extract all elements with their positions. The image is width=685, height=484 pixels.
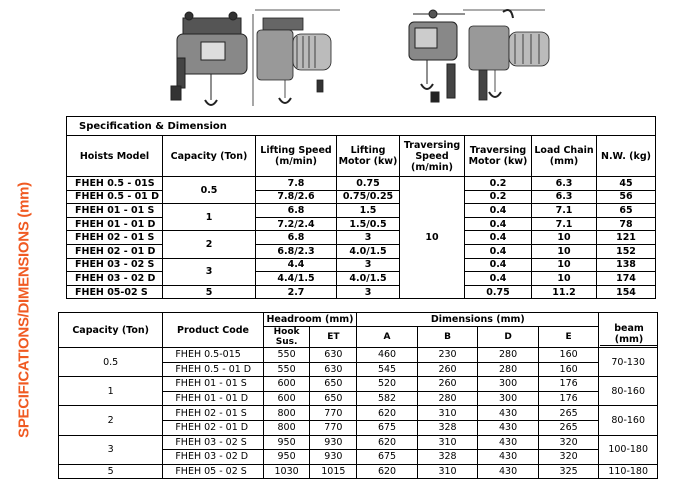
- header-traversing-motor: Traversing Motor (kw): [465, 136, 532, 177]
- cell-d: 300: [478, 391, 539, 406]
- cell-traversing-motor: 0.4: [465, 217, 532, 231]
- cell-traversing-motor: 0.4: [465, 204, 532, 218]
- cell-lifting-speed: 7.8: [256, 177, 337, 191]
- cell-nw: 65: [597, 204, 656, 218]
- cell-nw: 174: [597, 272, 656, 286]
- header-lifting-motor: Lifting Motor (kw): [337, 136, 400, 177]
- cell-et: 650: [310, 377, 357, 392]
- hoist-drawing-front: [409, 10, 465, 102]
- cell-load-chain: 7.1: [532, 204, 597, 218]
- cell-lifting-speed: 7.2/2.4: [256, 217, 337, 231]
- cell-e: 176: [538, 377, 599, 392]
- cell-lifting-speed: 6.8: [256, 204, 337, 218]
- cell-d: 280: [478, 348, 539, 363]
- header-dimensions: Dimensions (mm): [357, 313, 599, 327]
- cell-a: 675: [357, 450, 418, 465]
- cell-d: 430: [478, 464, 539, 479]
- header-headroom: Headroom (mm): [263, 313, 357, 327]
- cell-a: 675: [357, 420, 418, 435]
- header-capacity: Capacity (Ton): [163, 136, 256, 177]
- table-row: [67, 258, 656, 272]
- cell-capacity: 0.5: [59, 348, 163, 377]
- cell-et: 650: [310, 391, 357, 406]
- cell-lifting-speed: 6.8: [256, 231, 337, 245]
- cell-a: 460: [357, 348, 418, 363]
- header-et: ET: [310, 327, 357, 348]
- cell-hook-sus: 950: [263, 435, 310, 450]
- spec-table-title: Specification & Dimension: [67, 117, 656, 136]
- cell-e: 265: [538, 406, 599, 421]
- header-d: D: [478, 327, 539, 348]
- header-hook-sus: Hook Sus.: [263, 327, 310, 348]
- cell-a: 582: [357, 391, 418, 406]
- cell-hook-sus: 1030: [263, 464, 310, 479]
- cell-lifting-speed: 7.8/2.6: [256, 190, 337, 204]
- table-row: [59, 406, 658, 421]
- header-b: B: [417, 327, 478, 348]
- cell-model: FHEH 02 - 01 D: [67, 244, 163, 258]
- cell-load-chain: 7.1: [532, 217, 597, 231]
- cell-b: 310: [417, 464, 478, 479]
- cell-product-code: FHEH 05 - 02 S: [163, 464, 263, 479]
- header-traversing-speed: Traversing Speed (m/min): [400, 136, 465, 177]
- cell-nw: 121: [597, 231, 656, 245]
- cell-nw: 152: [597, 244, 656, 258]
- cell-product-code: FHEH 02 - 01 D: [163, 420, 263, 435]
- cell-capacity: 2: [163, 231, 256, 258]
- cell-hook-sus: 550: [263, 362, 310, 377]
- cell-traversing-speed: 10: [400, 177, 465, 299]
- cell-lifting-motor: 0.75: [337, 177, 400, 191]
- table-row: [67, 204, 656, 218]
- hoist-drawings: [165, 4, 655, 112]
- cell-hook-sus: 950: [263, 450, 310, 465]
- cell-beam: 100-180: [599, 435, 658, 464]
- cell-et: 930: [310, 450, 357, 465]
- cell-capacity: 1: [59, 377, 163, 406]
- cell-lifting-motor: 3: [337, 258, 400, 272]
- cell-et: 930: [310, 435, 357, 450]
- table-row: [67, 272, 656, 286]
- cell-b: 260: [417, 362, 478, 377]
- cell-capacity: 0.5: [163, 177, 256, 204]
- cell-load-chain: 10: [532, 244, 597, 258]
- header-e: E: [538, 327, 599, 348]
- table-row: [67, 244, 656, 258]
- cell-traversing-motor: 0.4: [465, 272, 532, 286]
- header-capacity: Capacity (Ton): [59, 313, 163, 348]
- side-title: [2, 160, 46, 460]
- cell-d: 430: [478, 450, 539, 465]
- cell-d: 300: [478, 377, 539, 392]
- cell-nw: 154: [597, 285, 656, 299]
- cell-b: 260: [417, 377, 478, 392]
- cell-capacity: 5: [163, 285, 256, 299]
- cell-a: 620: [357, 435, 418, 450]
- cell-a: 520: [357, 377, 418, 392]
- spec-table: [66, 116, 656, 299]
- cell-traversing-motor: 0.4: [465, 244, 532, 258]
- cell-product-code: FHEH 03 - 02 S: [163, 435, 263, 450]
- cell-beam: 70-130: [599, 348, 658, 377]
- hoist-drawing-hook: [463, 10, 549, 100]
- cell-lifting-speed: 4.4/1.5: [256, 272, 337, 286]
- cell-beam: 80-160: [599, 377, 658, 406]
- cell-lifting-motor: 4.0/1.5: [337, 244, 400, 258]
- cell-traversing-motor: 0.2: [465, 190, 532, 204]
- cell-traversing-motor: 0.75: [465, 285, 532, 299]
- cell-b: 328: [417, 450, 478, 465]
- cell-nw: 78: [597, 217, 656, 231]
- hoist-drawing-trolley: [171, 12, 247, 105]
- cell-e: 160: [538, 348, 599, 363]
- cell-model: FHEH 05-02 S: [67, 285, 163, 299]
- header-lifting-speed: Lifting Speed (m/min): [256, 136, 337, 177]
- header-a: A: [357, 327, 418, 348]
- table-row: [67, 177, 656, 191]
- cell-e: 176: [538, 391, 599, 406]
- cell-lifting-motor: 3: [337, 231, 400, 245]
- cell-lifting-motor: 0.75/0.25: [337, 190, 400, 204]
- cell-model: FHEH 0.5 - 01 D: [67, 190, 163, 204]
- cell-model: FHEH 01 - 01 D: [67, 217, 163, 231]
- cell-hook-sus: 600: [263, 391, 310, 406]
- table-row: [67, 190, 656, 204]
- cell-nw: 138: [597, 258, 656, 272]
- cell-traversing-motor: 0.4: [465, 258, 532, 272]
- cell-hook-sus: 800: [263, 406, 310, 421]
- table-row: [59, 377, 658, 392]
- cell-d: 430: [478, 435, 539, 450]
- cell-load-chain: 10: [532, 231, 597, 245]
- cell-d: 280: [478, 362, 539, 377]
- header-beam: beam (mm): [600, 323, 658, 346]
- cell-capacity: 3: [59, 435, 163, 464]
- cell-model: FHEH 03 - 02 D: [67, 272, 163, 286]
- cell-beam: 110-180: [599, 464, 658, 479]
- cell-lifting-speed: 4.4: [256, 258, 337, 272]
- cell-lifting-motor: 4.0/1.5: [337, 272, 400, 286]
- table-row: [67, 217, 656, 231]
- cell-product-code: FHEH 0.5-015: [163, 348, 263, 363]
- cell-lifting-motor: 1.5: [337, 204, 400, 218]
- side-title-text: SPECIFICATIONS/DIMENSIONS (mm): [15, 182, 33, 438]
- cell-model: FHEH 01 - 01 S: [67, 204, 163, 218]
- cell-e: 320: [538, 435, 599, 450]
- cell-product-code: FHEH 01 - 01 S: [163, 377, 263, 392]
- cell-hook-sus: 550: [263, 348, 310, 363]
- cell-traversing-motor: 0.4: [465, 231, 532, 245]
- cell-d: 430: [478, 406, 539, 421]
- table-row: [59, 348, 658, 363]
- cell-nw: 45: [597, 177, 656, 191]
- cell-load-chain: 6.3: [532, 177, 597, 191]
- cell-load-chain: 10: [532, 272, 597, 286]
- cell-lifting-motor: 1.5/0.5: [337, 217, 400, 231]
- cell-load-chain: 11.2: [532, 285, 597, 299]
- cell-b: 310: [417, 406, 478, 421]
- header-nw: N.W. (kg): [597, 136, 656, 177]
- cell-d: 430: [478, 420, 539, 435]
- cell-lifting-speed: 6.8/2.3: [256, 244, 337, 258]
- cell-capacity: 3: [163, 258, 256, 285]
- cell-e: 320: [538, 450, 599, 465]
- cell-product-code: FHEH 02 - 01 S: [163, 406, 263, 421]
- table-row: [59, 464, 658, 479]
- cell-et: 770: [310, 406, 357, 421]
- cell-e: 325: [538, 464, 599, 479]
- header-load-chain: Load Chain (mm): [532, 136, 597, 177]
- cell-et: 630: [310, 362, 357, 377]
- cell-capacity: 2: [59, 406, 163, 435]
- cell-et: 770: [310, 420, 357, 435]
- cell-b: 230: [417, 348, 478, 363]
- cell-hook-sus: 600: [263, 377, 310, 392]
- cell-a: 545: [357, 362, 418, 377]
- cell-model: FHEH 02 - 01 S: [67, 231, 163, 245]
- cell-product-code: FHEH 01 - 01 D: [163, 391, 263, 406]
- cell-product-code: FHEH 03 - 02 D: [163, 450, 263, 465]
- cell-et: 1015: [310, 464, 357, 479]
- cell-product-code: FHEH 0.5 - 01 D: [163, 362, 263, 377]
- table-row: [67, 231, 656, 245]
- cell-beam: 80-160: [599, 406, 658, 435]
- header-product-code: Product Code: [163, 313, 263, 348]
- cell-hook-sus: 800: [263, 420, 310, 435]
- cell-a: 620: [357, 464, 418, 479]
- cell-traversing-motor: 0.2: [465, 177, 532, 191]
- cell-nw: 56: [597, 190, 656, 204]
- cell-load-chain: 10: [532, 258, 597, 272]
- cell-capacity: 5: [59, 464, 163, 479]
- cell-capacity: 1: [163, 204, 256, 231]
- cell-e: 265: [538, 420, 599, 435]
- cell-b: 328: [417, 420, 478, 435]
- cell-model: FHEH 03 - 02 S: [67, 258, 163, 272]
- table-row: [59, 435, 658, 450]
- cell-lifting-motor: 3: [337, 285, 400, 299]
- cell-b: 310: [417, 435, 478, 450]
- cell-lifting-speed: 2.7: [256, 285, 337, 299]
- cell-et: 630: [310, 348, 357, 363]
- header-hoists-model: Hoists Model: [67, 136, 163, 177]
- hoist-drawing-side: [253, 10, 340, 106]
- cell-b: 280: [417, 391, 478, 406]
- cell-load-chain: 6.3: [532, 190, 597, 204]
- cell-e: 160: [538, 362, 599, 377]
- table-row: [67, 285, 656, 299]
- cell-model: FHEH 0.5 - 01S: [67, 177, 163, 191]
- cell-a: 620: [357, 406, 418, 421]
- dimensions-table: [58, 312, 658, 479]
